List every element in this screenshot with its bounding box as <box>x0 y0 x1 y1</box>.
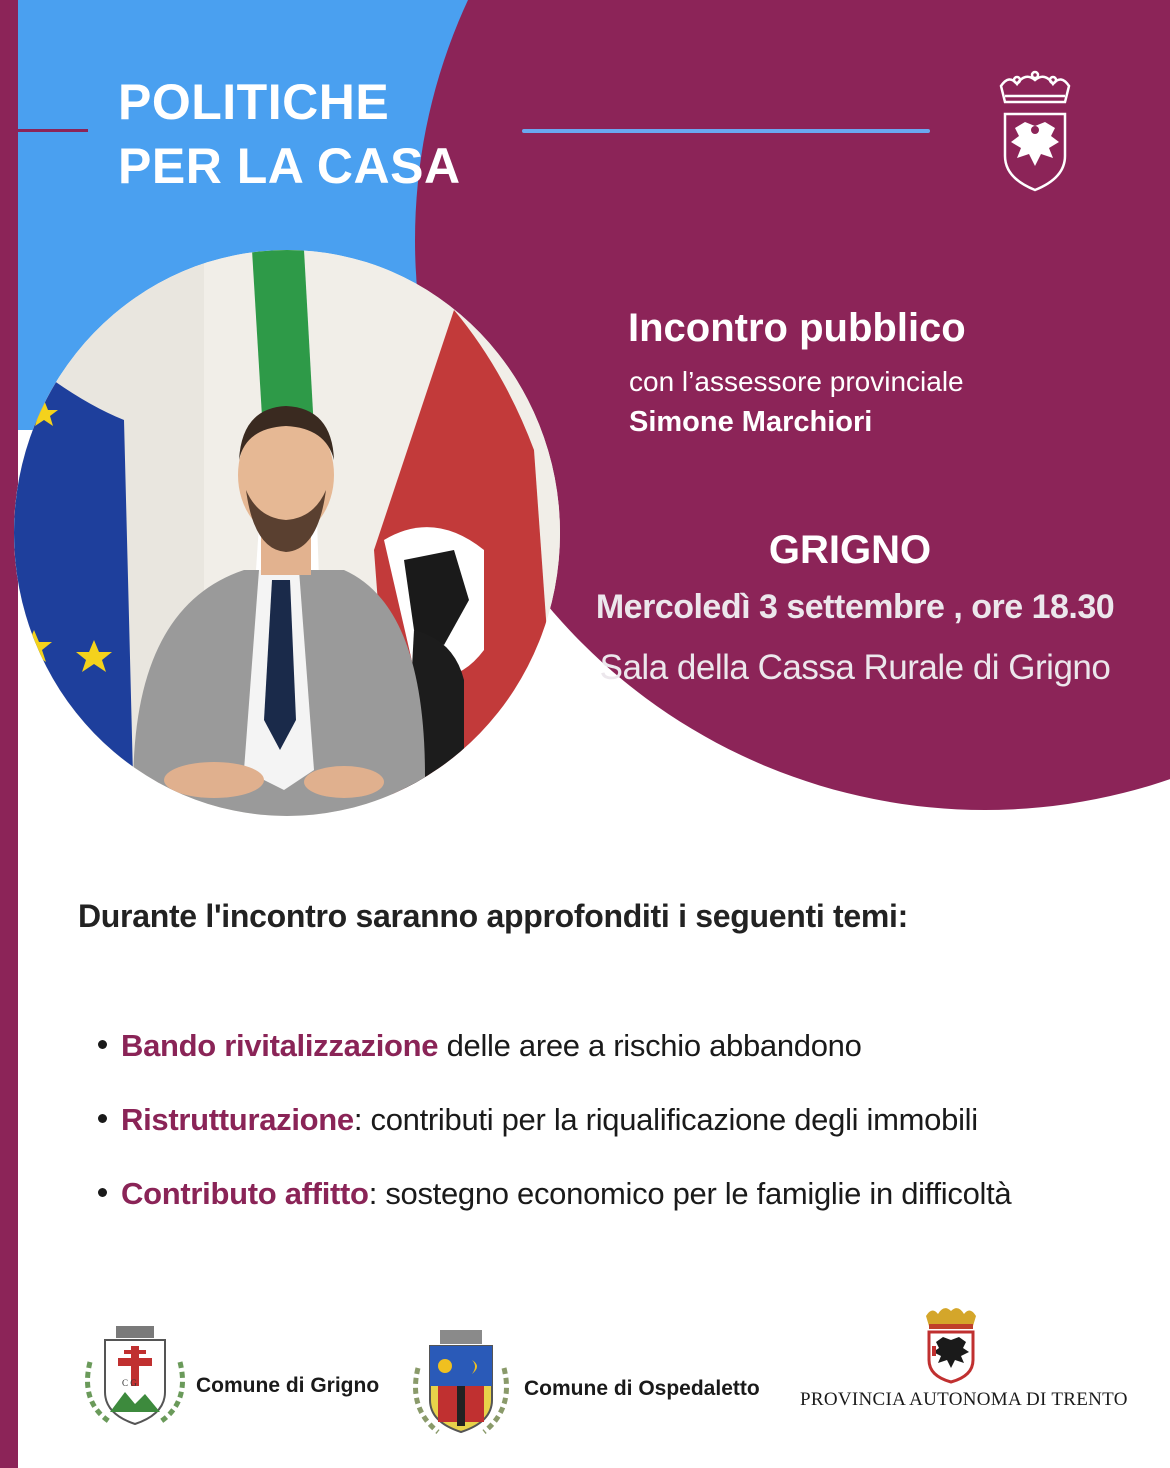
event-person-name: Simone Marchiori <box>629 406 873 438</box>
event-venue: Sala della Cassa Rurale di Grigno <box>599 648 1111 687</box>
logo-label-provincia: PROVINCIA AUTONOMA DI TRENTO <box>800 1389 1128 1410</box>
logo-label-grigno: Comune di Grigno <box>196 1374 380 1397</box>
event-heading: Incontro pubblico <box>628 306 966 350</box>
decorative-line-right <box>522 129 930 133</box>
portrait-photo <box>14 250 560 816</box>
comune-grigno-crest-icon <box>80 1322 190 1432</box>
topic-item <box>98 1102 978 1138</box>
topic-item <box>98 1176 1011 1212</box>
topic-highlight: Contributo affitto <box>121 1176 369 1211</box>
event-with-text: con l’assessore provinciale <box>629 366 964 397</box>
topic-item <box>98 1028 862 1064</box>
title-line-2: PER LA CASA <box>118 138 461 194</box>
title-line-1: POLITICHE <box>118 74 390 130</box>
poster-title <box>118 70 461 198</box>
topic-description: : contributi per la riqualificazione degli immobili <box>353 1102 978 1137</box>
provincia-trento-crest-icon <box>920 1302 982 1384</box>
bullet-dot-icon <box>98 1040 107 1049</box>
portrait-illustration <box>14 250 560 816</box>
left-border-strip <box>0 0 18 1468</box>
trentino-eagle-crest-icon <box>995 66 1075 196</box>
comune-ospedaletto-crest-icon <box>408 1328 514 1438</box>
crest-letters: C G <box>122 1378 137 1388</box>
event-date-time: Mercoledì 3 settembre , ore 18.30 <box>595 588 1115 626</box>
logo-label-ospedaletto: Comune di Ospedaletto <box>524 1377 760 1400</box>
topic-highlight: Bando rivitalizzazione <box>121 1028 439 1063</box>
bullet-dot-icon <box>98 1188 107 1197</box>
topics-intro: Durante l'incontro saranno approfonditi i seguenti temi: <box>78 898 908 934</box>
bullet-dot-icon <box>98 1114 107 1123</box>
topic-highlight: Ristrutturazione <box>121 1102 354 1137</box>
topic-description: delle aree a rischio abbandono <box>438 1028 862 1063</box>
decorative-line-left <box>0 129 88 132</box>
topic-description: : sostegno economico per le famiglie in difficoltà <box>368 1176 1012 1211</box>
event-place: GRIGNO <box>768 528 932 572</box>
